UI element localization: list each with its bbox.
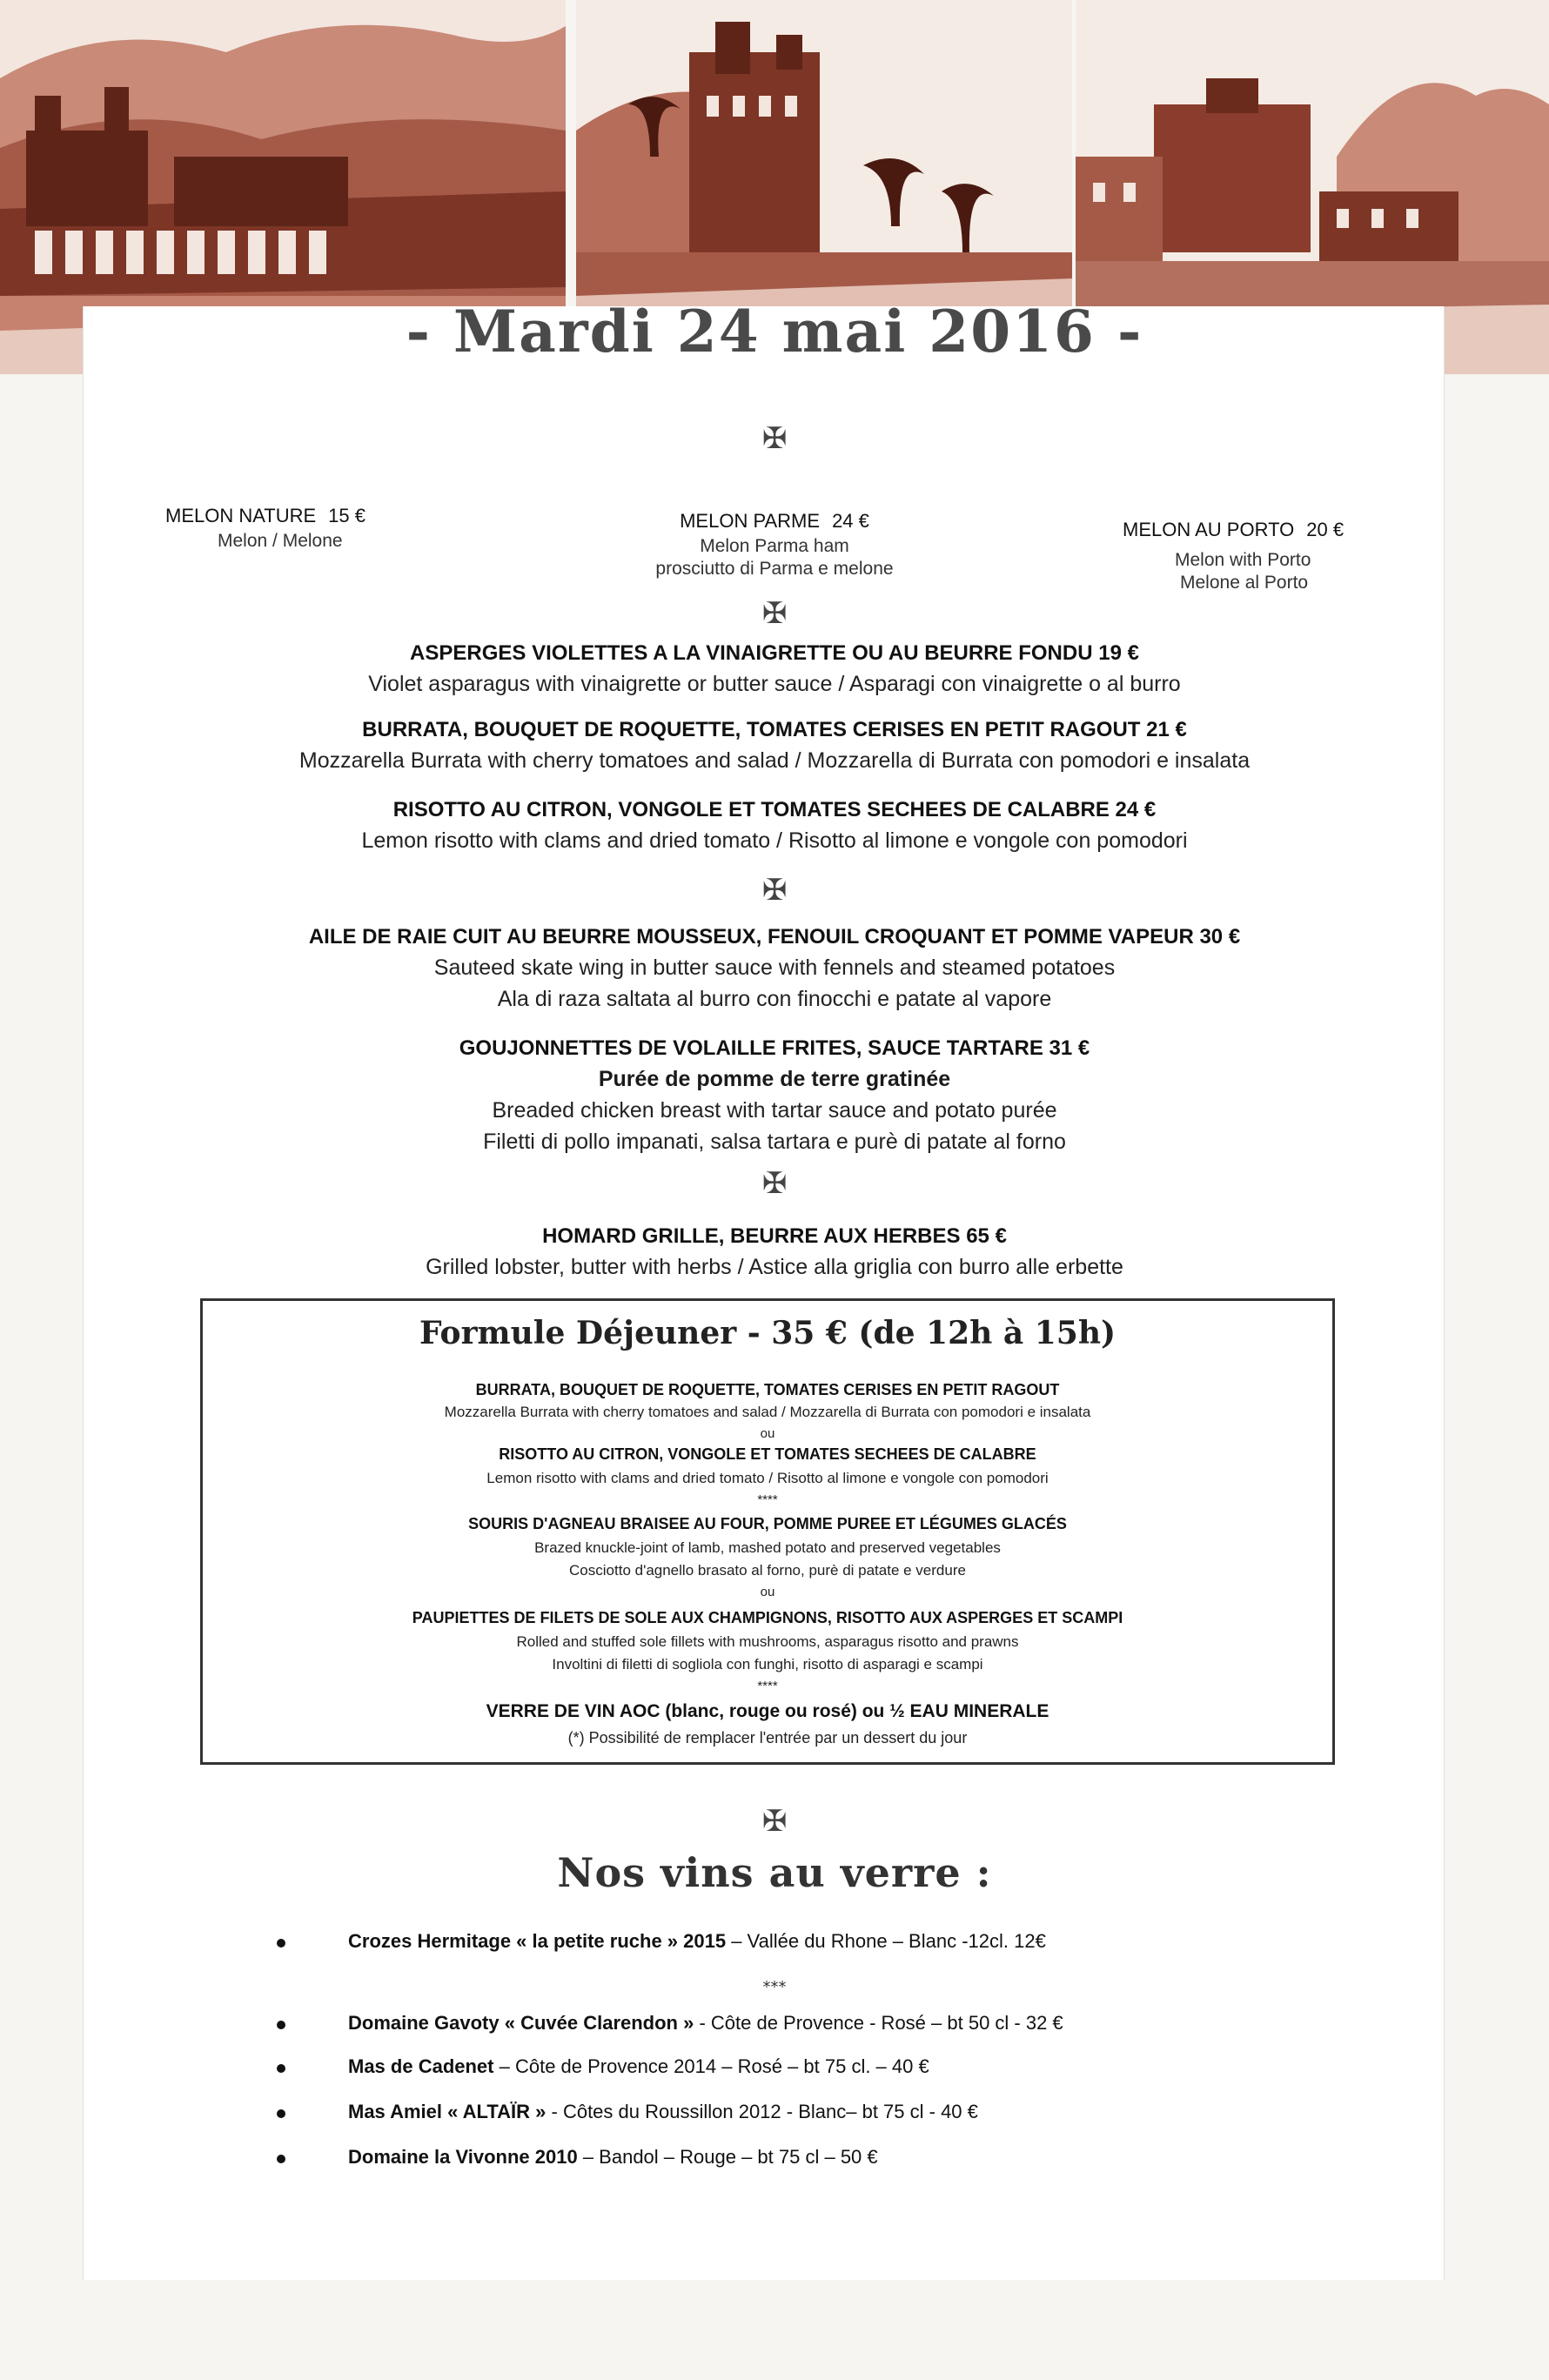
- melon-parme: [600, 510, 949, 580]
- melon-porto-name: MELON AU PORTO: [1123, 519, 1295, 540]
- melon-parme-desc-1: Melon Parma ham: [700, 536, 849, 556]
- melon-nature-price: 15 €: [328, 505, 365, 526]
- formule-or: ou: [760, 1426, 775, 1441]
- dish-homard: [0, 1222, 1549, 1283]
- dish-asperges: [0, 639, 1549, 700]
- dish-title: RISOTTO AU CITRON, VONGOLE ET TOMATES SECHEES DE CALABRE 24 €: [392, 798, 1157, 821]
- formule-main2-title: PAUPIETTES DE FILETS DE SOLE AUX CHAMPIGNONS, RISOTTO AUX ASPERGES ET SCAMPI: [412, 1609, 1123, 1626]
- ornament-separator: ✠: [761, 1166, 788, 1201]
- dish-title: AILE DE RAIE CUIT AU BEURRE MOUSSEUX, FENOUIL CROQUANT ET POMME VAPEUR 30 €: [308, 925, 1241, 949]
- melon-porto-price: 20 €: [1306, 519, 1344, 540]
- wine-item: Domaine Gavoty « Cuvée Clarendon » - Côte de Provence - Rosé – bt 50 cl - 32 €: [348, 2012, 1063, 2034]
- formule-main1-title: SOURIS D'AGNEAU BRAISEE AU FOUR, POMME PUREE ET LÉGUMES GLACÉS: [468, 1515, 1067, 1532]
- dish-desc: Breaded chicken breast with tartar sauce and potato purée: [492, 1098, 1057, 1123]
- dish-desc: Grilled lobster, butter with herbs / Astice alla griglia con burro alle erbette: [426, 1255, 1123, 1279]
- melon-parme-name: MELON PARME: [680, 510, 821, 532]
- bullet: [277, 1939, 285, 1948]
- bullet: [277, 2064, 285, 2073]
- dish-side: Purée de pomme de terre gratinée: [598, 1067, 951, 1091]
- dish-burrata: [0, 715, 1549, 776]
- formule-starter2-title: RISOTTO AU CITRON, VONGOLE ET TOMATES SECHEES DE CALABRE: [499, 1445, 1036, 1463]
- melon-nature: [165, 505, 426, 552]
- dish-risotto: [0, 795, 1549, 856]
- ornament-separator: ✠: [761, 596, 788, 631]
- ornament-separator: ✠: [761, 421, 788, 456]
- dish-desc: Mozzarella Burrata with cherry tomatoes and salad / Mozzarella di Burrata con pomodori e insalata: [298, 748, 1251, 773]
- wine-item: Mas de Cadenet – Côte de Provence 2014 – Rosé – bt 75 cl. – 40 €: [348, 2055, 929, 2077]
- wine-item: Domaine la Vivonne 2010 – Bandol – Rouge – bt 75 cl – 50 €: [348, 2146, 878, 2168]
- wines-title: Nos vins au verre :: [557, 1849, 992, 1896]
- formule-stars: ****: [757, 1492, 778, 1507]
- formule-stars: ****: [757, 1679, 778, 1693]
- melon-nature-desc: Melon / Melone: [218, 531, 343, 551]
- melon-porto-desc-1: Melon with Porto: [1175, 550, 1311, 570]
- melon-parme-desc-2: prosciutto di Parma e melone: [655, 559, 894, 579]
- formule-starter1-desc: Mozzarella Burrata with cherry tomatoes and salad / Mozzarella di Burrata con pomodori e insalata: [444, 1404, 1091, 1420]
- dish-title: ASPERGES VIOLETTES A LA VINAIGRETTE OU AU BEURRE FONDU 19 €: [410, 641, 1139, 665]
- dish-desc: Filetti di pollo impanati, salsa tartara e purè di patate al forno: [483, 1130, 1066, 1154]
- ornament-separator: ✠: [761, 873, 788, 908]
- formule-note: (*) Possibilité de remplacer l'entrée par un dessert du jour: [567, 1729, 968, 1746]
- wine-item: Crozes Hermitage « la petite ruche » 2015 – Vallée du Rhone – Blanc -12cl. 12€: [348, 1930, 1046, 1952]
- formule-wine-line: VERRE DE VIN AOC (blanc, rouge ou rosé) ou ½ EAU MINERALE: [486, 1701, 1049, 1721]
- wine-item: Mas Amiel « ALTAÏR » - Côtes du Roussillon 2012 - Blanc– bt 75 cl - 40 €: [348, 2101, 978, 2122]
- formule-or: ou: [760, 1585, 775, 1599]
- dish-aile-de-raie: [0, 922, 1549, 1015]
- menu-date-title: - Mardi 24 mai 2016 -: [406, 298, 1143, 365]
- formule-dejeuner-box: [200, 1298, 1335, 1765]
- dish-title: HOMARD GRILLE, BEURRE AUX HERBES 65 €: [542, 1224, 1007, 1248]
- bullet: [277, 2021, 285, 2029]
- dish-desc: Lemon risotto with clams and dried tomato / Risotto al limone e vongole con pomodori: [361, 828, 1188, 853]
- formule-main1-desc: Brazed knuckle-joint of lamb, mashed potato and preserved vegetables: [534, 1539, 1001, 1556]
- bullet: [277, 2109, 285, 2118]
- dish-title: BURRATA, BOUQUET DE ROQUETTE, TOMATES CERISES EN PETIT RAGOUT 21 €: [362, 718, 1187, 741]
- formule-main2-desc: Rolled and stuffed sole fillets with mushrooms, asparagus risotto and prawns: [516, 1633, 1019, 1650]
- formule-main2-desc-it: Involtini di filetti di sogliola con funghi, risotto di asparagi e scampi: [552, 1656, 983, 1673]
- melon-parme-price: 24 €: [832, 510, 869, 532]
- formule-title: Formule Déjeuner - 35 € (de 12h à 15h): [419, 1315, 1116, 1351]
- melon-porto-desc-2: Melone al Porto: [1180, 573, 1309, 593]
- dish-desc: Ala di raza saltata al burro con finocchi e patate al vapore: [497, 987, 1052, 1011]
- ornament-separator: ✠: [761, 1804, 788, 1839]
- formule-starter1-title: BURRATA, BOUQUET DE ROQUETTE, TOMATES CERISES EN PETIT RAGOUT: [475, 1381, 1060, 1398]
- formule-starter2-desc: Lemon risotto with clams and dried tomato / Risotto al limone e vongole con pomodori: [486, 1470, 1049, 1486]
- dish-desc: Sauteed skate wing in butter sauce with fennels and steamed potatoes: [433, 955, 1116, 980]
- dish-goujonnettes: [0, 1034, 1549, 1157]
- dish-desc: Violet asparagus with vinaigrette or butter sauce / Asparagi con vinaigrette o al burro: [368, 672, 1181, 696]
- formule-main1-desc-it: Cosciotto d'agnello brasato al forno, purè di patate e verdure: [569, 1562, 966, 1579]
- bullet: [277, 2155, 285, 2163]
- dish-title: GOUJONNETTES DE VOLAILLE FRITES, SAUCE TARTARE 31 €: [459, 1036, 1090, 1060]
- melon-nature-name: MELON NATURE: [165, 505, 317, 526]
- wine-separator: ***: [762, 1978, 787, 1996]
- melon-porto: [1123, 519, 1418, 593]
